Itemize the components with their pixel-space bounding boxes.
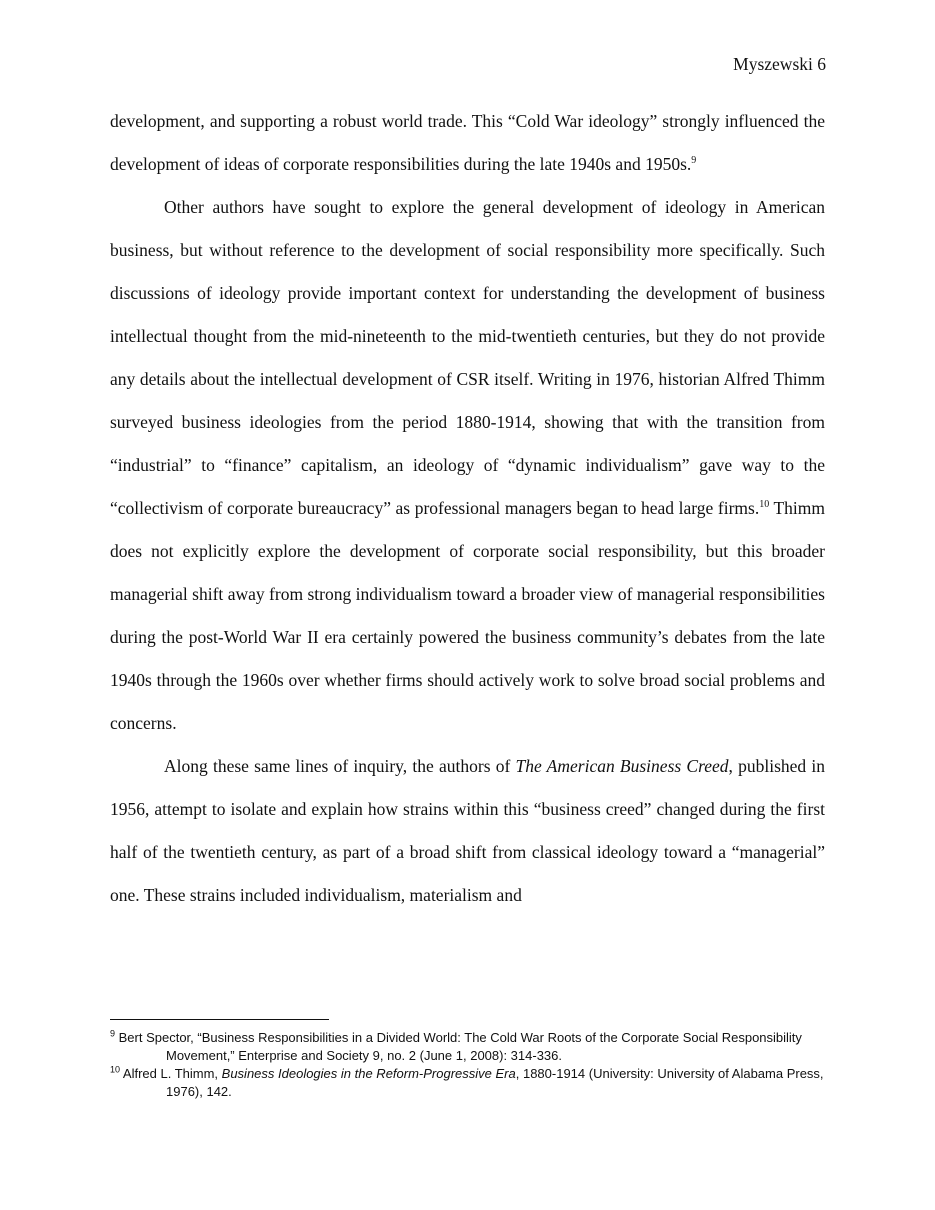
paragraph-2: Other authors have sought to explore the general development of ideology in American business, but without reference to the development of social responsibility more specifically. Such discussions of ideology provide important context for understanding the development of business intellectual thought from the mid-nineteenth to the mid-twentieth centuries, but they do not provide any details about the intellectual development of CSR itself. Writing in 1976, historian Alfred Thimm surveyed business ideologies from the period 1880-1914, showing that with the transition from “industrial” to “finance” capitalism, an ideology of “dynamic individualism” gave way to the “collectivism of corporate bureaucracy” as professional managers began to head large firms.$^{10}$ Thimm does not explicitly explore the development of corporate social responsibility, but this broader managerial shift away from strong individualism toward a broader view of managerial responsibilities during the post-World War II era certainly powered the business community’s debates from the late 1940s through the 1960s over whether firms should actively work to solve broad social problems and concerns.: [110, 197, 825, 733]
footnote-ref-9[interactable]: 9: [691, 155, 697, 167]
paragraph-3: Along these same lines of inquiry, the authors of The American Business Creed, published in 1956, attempt to isolate and explain how strains within this “business creed” changed during the first half of the twentieth century, as part of a broad shift from classical ideology toward a “managerial” one. These strains included individualism, materialism and: [110, 756, 826, 905]
paragraph-1: development, and supporting a robust world trade. This “Cold War ideology” strongly influenced the development of ideas of corporate responsibilities during the late 1940s and 1950s.$^9$: [110, 111, 825, 174]
footnote-divider: [110, 1019, 329, 1020]
running-head: Myszewski 6: [733, 54, 826, 74]
footnote-ref-10[interactable]: 10: [759, 499, 770, 511]
footnote-10: $^{10}$ Alfred L. Thimm, Business Ideologies in the Reform-Progressive Era, 1880-1914 (University: University of Alabama Press, 1976), 142.: [110, 1064, 824, 1099]
footnotes: [110, 1029, 825, 1101]
footnote-9: $^9$ Bert Spector, “Business Responsibilities in a Divided World: The Cold War Roots of the Corporate Social Responsibility Movement,” Enterprise and Society 9, no. 2 (June 1, 2008): 314-336.: [110, 1028, 802, 1063]
body-text: [110, 100, 825, 917]
book-title: The American Business Creed: [515, 756, 729, 776]
